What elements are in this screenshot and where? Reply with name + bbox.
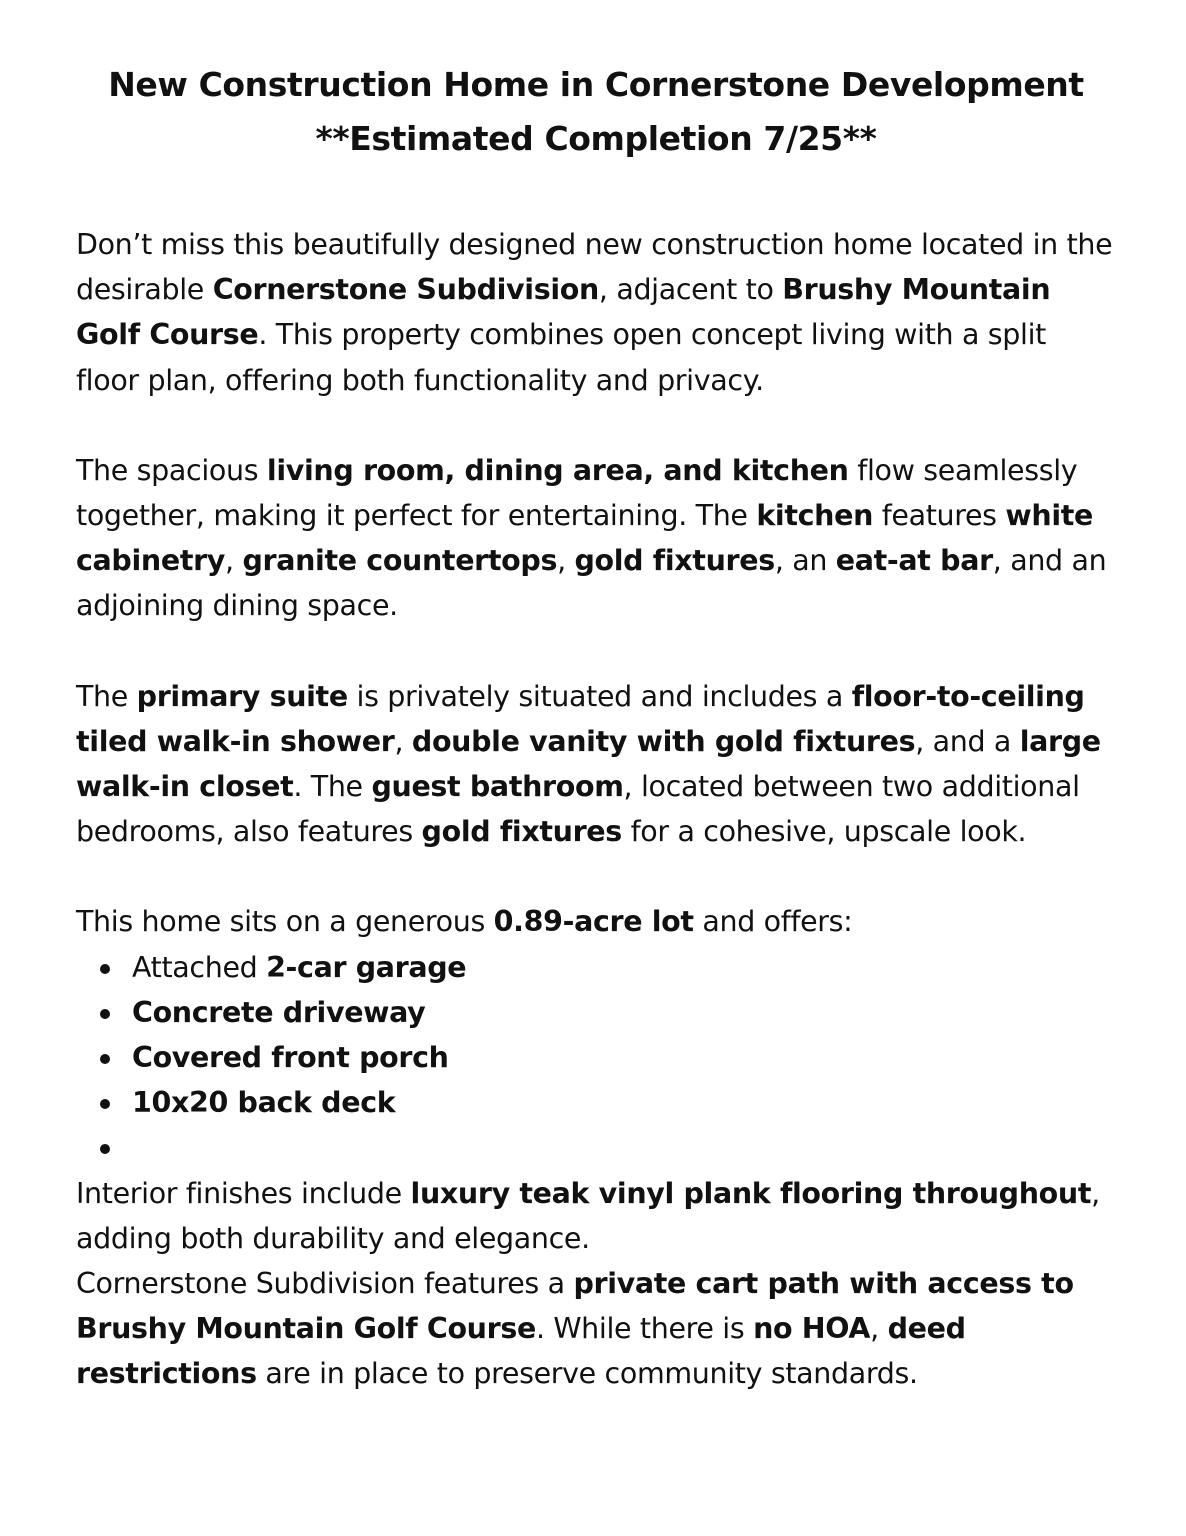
suite-text-1: The (76, 679, 137, 713)
feature-1-bold: 2-car garage (266, 950, 467, 984)
community-text-1: Cornerstone Subdivision features a (76, 1266, 574, 1300)
interior-text-2: , adding both durability and elegance. (76, 1176, 1100, 1255)
suite-paragraph (76, 674, 1116, 855)
living-text-5: , (557, 544, 575, 578)
feature-2: Concrete driveway (132, 995, 426, 1029)
suite-text-5: . The (293, 770, 372, 804)
interior-bold-1: luxury teak vinyl plank flooring throughout (410, 1176, 1092, 1210)
intro-text-2: , adjacent to (598, 273, 783, 307)
list-item (76, 945, 1116, 990)
list-item (76, 1035, 1116, 1080)
suite-bold-4: large walk-in closet (76, 724, 1101, 804)
suite-bold-6: gold fixtures (421, 815, 622, 849)
community-text-4: are in place to preserve community standards. (256, 1357, 918, 1391)
living-text-2: flow seamlessly together, making it perfect for entertaining. The (76, 453, 1078, 533)
intro-paragraph (76, 222, 1116, 403)
living-text-3: features (873, 499, 1006, 533)
community-text-2: . While there is (535, 1312, 754, 1346)
living-text-1: The spacious (76, 453, 267, 487)
interior-text-1: Interior finishes include (76, 1176, 411, 1210)
feature-4: 10x20 back deck (132, 1086, 396, 1120)
features-list (76, 945, 1116, 1171)
feature-1-prefix: Attached (132, 950, 267, 984)
intro-bold-1: Cornerstone Subdivision (212, 273, 599, 307)
list-item (76, 1080, 1116, 1125)
interior-paragraph (76, 1171, 1116, 1261)
intro-text-1: Don’t miss this beautifully designed new construction home located in the desirable (76, 228, 1113, 307)
suite-bold-2: floor-to-ceiling tiled walk-in shower (76, 679, 1085, 758)
living-bold-5: gold fixtures (574, 544, 775, 578)
suite-text-7: for a cohesive, upscale look. (621, 815, 1027, 849)
community-paragraph (76, 1261, 1116, 1397)
suite-text-4: , and a (915, 724, 1020, 758)
living-paragraph (76, 448, 1116, 629)
community-text-3: , (870, 1312, 888, 1346)
living-bold-1: living room, dining area, and kitchen (266, 453, 849, 487)
intro-text-3: . This property combines open concept living with a split floor plan, offering both functionality and privacy. (76, 318, 1046, 397)
suite-text-3: , (394, 724, 412, 758)
living-text-7: , and an adjoining dining space. (76, 544, 1107, 623)
lot-paragraph (76, 899, 1116, 944)
suite-text-6: , located between two additional bedrooms, also features (76, 770, 1080, 849)
intro-bold-2: Brushy Mountain Golf Course (76, 273, 1051, 352)
living-text-4: , (225, 544, 243, 578)
lot-text-1: This home sits on a generous (76, 905, 494, 939)
suite-text-2: is privately situated and includes a (347, 679, 852, 713)
living-text-6: , an (774, 544, 836, 578)
living-bold-4: granite countertops (242, 544, 558, 578)
list-item (76, 1125, 1116, 1170)
living-bold-2: kitchen (756, 499, 874, 533)
lot-text-2: and offers: (693, 905, 853, 939)
suite-bold-3: double vanity with gold fixtures (411, 724, 916, 758)
list-item (76, 990, 1116, 1035)
lot-bold-1: 0.89-acre lot (493, 905, 694, 939)
feature-3: Covered front porch (132, 1041, 449, 1075)
title-line-2: **Estimated Completion 7/25** (315, 119, 877, 158)
title-line-1: New Construction Home in Cornerstone Development (108, 65, 1084, 104)
community-bold-3: deed restrictions (76, 1312, 966, 1391)
community-bold-2: no HOA (753, 1312, 871, 1346)
community-bold-1: private cart path with access to Brushy Mountain Golf Course (76, 1266, 1074, 1346)
page-title (76, 58, 1116, 166)
living-bold-6: eat-at bar (835, 544, 993, 578)
suite-bold-5: guest bathroom (371, 770, 624, 804)
living-bold-3: white cabinetry (76, 499, 1093, 578)
suite-bold-1: primary suite (136, 679, 348, 713)
